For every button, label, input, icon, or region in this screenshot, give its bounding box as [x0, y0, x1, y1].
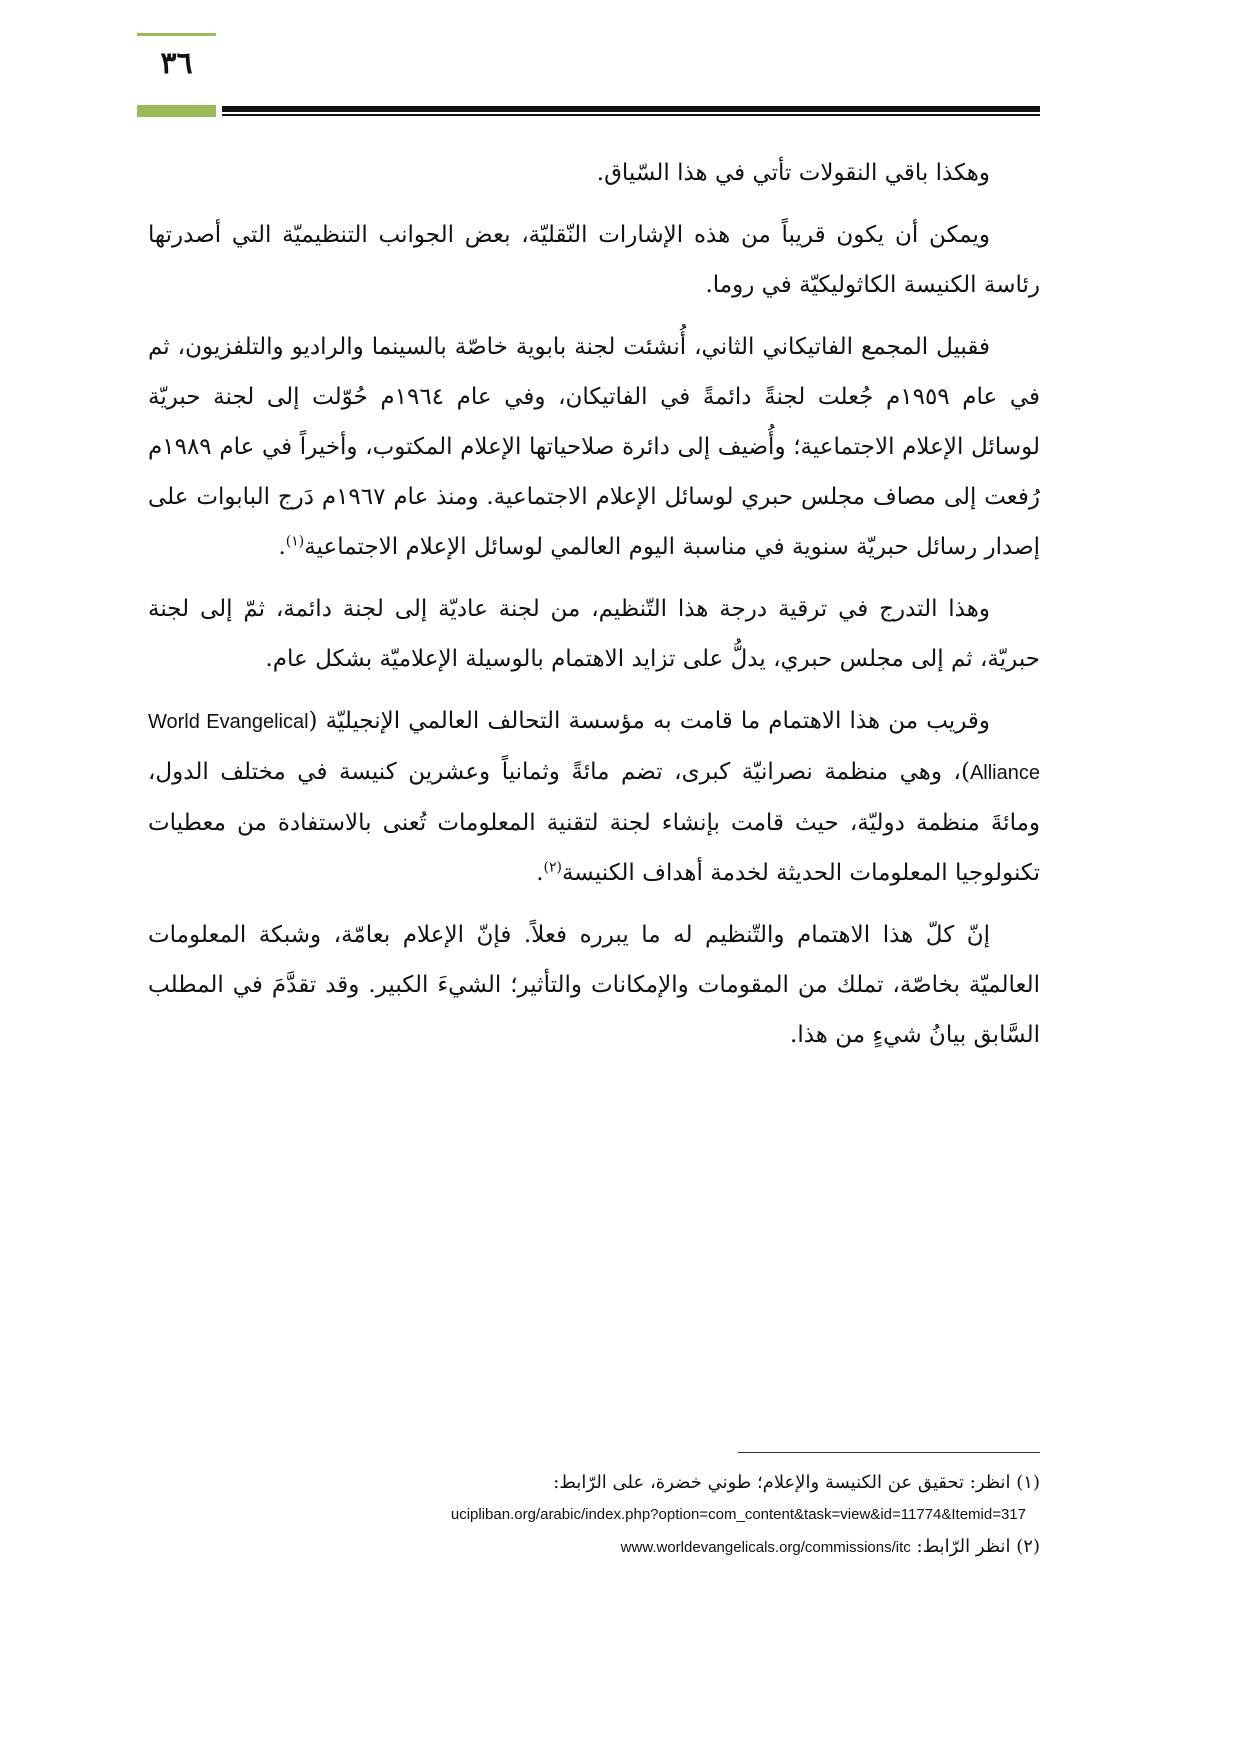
footnote-2-url: www.worldevangelicals.org/commissions/itc — [620, 1539, 911, 1556]
paragraph-5 — [148, 696, 1040, 898]
header-green-block — [137, 105, 216, 117]
paragraph-6-text: إنّ كلّ هذا الاهتمام والتّنظيم له ما يبرره فعلاً. فإنّ الإعلام بعامّة، وشبكة المعلومات العالميّة بخاصّة، تملك من المقومات والإمكانات والتأثير؛ الشيءَ الكبير. وقد تقدَّمَ في المطلب السَّابق بيانُ شيءٍ من هذا. — [148, 922, 1040, 1048]
header-green-top-line — [137, 33, 216, 36]
footnote-2-number: (٢) — [1016, 1536, 1040, 1557]
footnote-ref-1: (١) — [285, 533, 305, 550]
paragraph-1 — [148, 148, 1040, 198]
page-header — [0, 0, 1240, 130]
paragraph-4 — [148, 584, 1040, 684]
footnotes — [148, 1466, 1040, 1565]
organization-name-latin: World Evangelical Alliance — [148, 711, 1040, 784]
page-number: ٣٦ — [160, 46, 193, 81]
paragraph-3 — [148, 322, 1040, 572]
paragraph-2-text: ويمكن أن يكون قريباً من هذه الإشارات النّقليّة، بعض الجوانب التنظيميّة التي أصدرتها رئاسة الكنيسة الكاثوليكيّة في روما. — [148, 222, 1040, 298]
footnote-1-text: انظر: تحقيق عن الكنيسة والإعلام؛ طوني خضرة، على الرّابط: — [553, 1472, 1011, 1493]
paragraph-4-text: وهذا التدرج في ترقية درجة هذا التّنظيم، من لجنة عاديّة إلى لجنة دائمة، ثمّ إلى لجنة حبريّة، ثم إلى مجلس حبري، يدلُّ على تزايد الاهتمام بالوسيلة الإعلاميّة بشكل عام. — [148, 596, 1040, 672]
footnote-2 — [148, 1530, 1040, 1565]
footnote-2-text: انظر الرّابط: — [916, 1536, 1011, 1557]
paragraph-5-end: . — [536, 860, 544, 886]
paragraph-3-end: . — [278, 534, 286, 560]
header-rule-thin — [222, 114, 1040, 116]
paragraph-2 — [148, 210, 1040, 310]
footnote-separator — [738, 1452, 1040, 1453]
paragraph-5-start: وقريب من هذا الاهتمام ما قامت به مؤسسة التحالف العالمي الإنجيليّة ( — [308, 708, 990, 734]
footnote-1-number: (١) — [1016, 1472, 1040, 1493]
footnote-1 — [148, 1466, 1040, 1500]
paragraph-1-text: وهكذا باقي النقولات تأتي في هذا السّياق. — [596, 160, 990, 186]
paragraph-3-text: فقبيل المجمع الفاتيكاني الثاني، أُنشئت لجنة بابوية خاصّة بالسينما والراديو والتلفزيون، ثم في عام ١٩٥٩م جُعلت لجنةً دائمةً في الفاتيكان، وفي عام ١٩٦٤م حُوّلت إلى لجنة حبريّة لوسائل الإعلام الاجتماعية؛ وأُضيف إلى دائرة صلاحياتها الإعلام المكتوب، وأخيراً في عام ١٩٨٩م رُفعت إلى مصاف مجلس حبري لوسائل الإعلام الاجتماعية. ومنذ عام ١٩٦٧م دَرج البابوات على إصدار رسائل حبريّة سنوية في مناسبة اليوم العالمي لوسائل الإعلام الاجتماعية — [148, 334, 1040, 560]
header-rule-thick — [222, 106, 1040, 112]
paragraph-5-mid: )، وهي منظمة نصرانيّة كبرى، تضم مائةً وثمانياً وعشرين كنيسة في مختلف الدول، ومائةَ منظمة دوليّة، حيث قامت بإنشاء لجنة لتقنية المعلومات تُعنى بالاستفادة من معطيات تكنولوجيا المعلومات الحديثة لخدمة أهداف الكنيسة — [148, 759, 1040, 886]
footnote-1-url: ucipliban.org/arabic/index.php?option=com_content&task=view&id=11774&Itemid=317 — [450, 1506, 1026, 1523]
paragraph-6 — [148, 910, 1040, 1060]
footnote-ref-2: (٢) — [543, 859, 562, 876]
main-text — [148, 148, 1040, 1072]
